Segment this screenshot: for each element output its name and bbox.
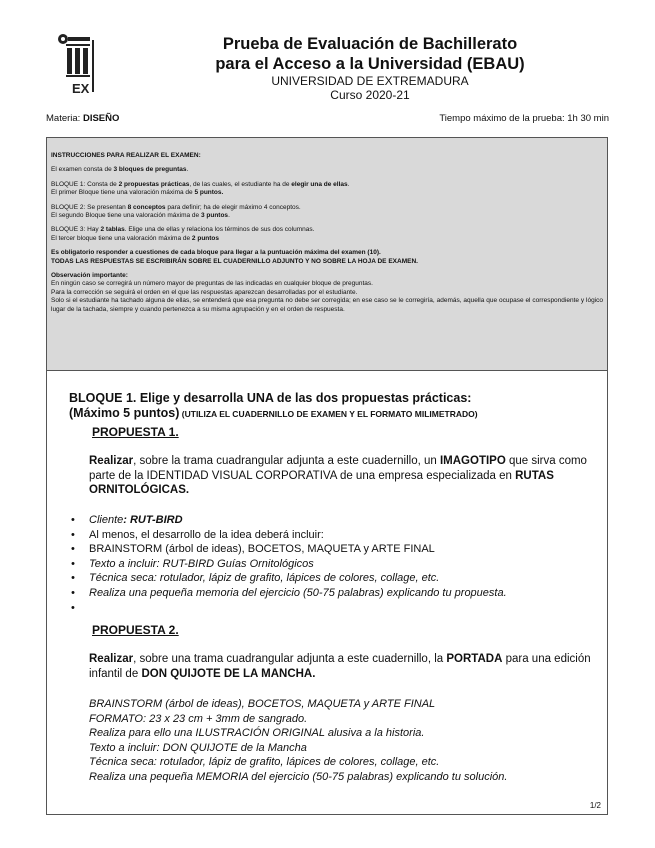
- propuesta2-title: PROPUESTA 2.: [92, 623, 179, 637]
- instructions-observation: Observación importante: En ningún caso se corregirá un número mayor de preguntas de las indicadas en cualquier bloque de preguntas. Para la corrección se seguirá el orden en el que las respuestas aparezcan desarrolladas por el estudiante. Solo si el estudiante ha tachado alguna de ellas, se entenderá que esa pregunta no debe ser corregida; en ese caso se le corregiría, además, aquella que ocupase el correspondiente y lógico lugar de la tachada, siempre y cuando pertenezca a su misma agrupación y en el orden de respuesta.: [51, 272, 603, 313]
- instructions-box: [46, 137, 608, 371]
- university-logo: [54, 30, 100, 100]
- svg-text:EX: EX: [72, 81, 90, 96]
- propuesta1-description: Realizar, sobre la trama cuadrangular adjunta a este cuadernillo, un IMAGOTIPO que sirva como parte de la IDENTIDAD VISUAL CORPORATIVA de una empresa especializada en RUTAS ORNITOLÓGICAS.: [89, 455, 587, 496]
- instructions-bloque1: BLOQUE 1: Consta de 2 propuestas prácticas, de las cuales, el estudiante ha de elegir una de ellas. El primer Bloque tiene una valoración máxima de 5 puntos.: [51, 180, 350, 197]
- list-item: • Técnica seca: rotulador, lápiz de grafito, lápices de colores, collage, etc.: [67, 571, 507, 586]
- exam-header: [150, 34, 590, 102]
- exam-time: Tiempo máximo de la prueba: 1h 30 min: [439, 113, 609, 124]
- exam-title-line2: para el Acceso a la Universidad (EBAU): [215, 55, 525, 73]
- instructions-bloque3: BLOQUE 3: Hay 2 tablas. Elige una de ellas y relaciona los términos de sus dos columnas. El tercer bloque tiene una valoración máxima de 2 puntos: [51, 226, 315, 242]
- course-year: Curso 2020-21: [330, 88, 410, 102]
- exam-title-line1: Prueba de Evaluación de Bachillerato: [222, 35, 518, 53]
- propuesta2-description: Realizar, sobre una trama cuadrangular adjunta a este cuadernillo, la PORTADA para una edición infantil de DON QUIJOTE DE LA MANCHA.: [89, 653, 591, 680]
- propuesta1-list: [67, 513, 507, 615]
- subject-value: DISEÑO: [82, 113, 120, 124]
- list-item: • Texto a incluir: RUT-BIRD Guías Ornitológicos: [67, 557, 507, 572]
- university-name: UNIVERSIDAD DE EXTREMADURA: [271, 74, 469, 88]
- page-number: 1/2: [589, 801, 601, 810]
- list-item: [67, 601, 507, 616]
- propuesta1-title: PROPUESTA 1.: [92, 425, 179, 439]
- instructions-intro: El examen consta de 3 bloques de preguntas.: [51, 166, 189, 174]
- list-item: • Al menos, el desarrollo de la idea deberá incluir:: [67, 528, 507, 543]
- instructions-mandatory: Es obligatorio responder a cuestiones de cada bloque para llegar a la puntuación máxima del examen (10). TODAS LAS RESPUESTAS SE ESCRIBIRÁN SOBRE EL CUADERNILLO ADJUNTO Y NO SOBRE LA HOJA DE EXAMEN.: [51, 249, 418, 265]
- list-item: • BRAINSTORM (árbol de ideas), BOCETOS, MAQUETA y ARTE FINAL: [67, 542, 507, 557]
- list-item: • Cliente: RUT-BIRD: [67, 513, 507, 528]
- list-item: • Realiza una pequeña memoria del ejercicio (50-75 palabras) explicando tu propuesta.: [67, 586, 507, 601]
- instructions-title: INSTRUCCIONES PARA REALIZAR EL EXAMEN:: [51, 152, 201, 159]
- bloque1-heading: BLOQUE 1. Elige y desarrolla UNA de las dos propuestas prácticas: (Máximo 5 puntos) (UTILIZA EL CUADERNILLO DE EXAMEN Y EL FORMATO MILIMETRADO): [69, 391, 478, 420]
- instructions-bloque2: BLOQUE 2: Se presentan 8 conceptos para definir; ha de elegir máximo 4 conceptos. El segundo Bloque tiene una valoración máxima de 3 puntos.: [51, 203, 301, 220]
- subject: Materia: DISEÑO: [46, 113, 120, 124]
- propuesta2-details: BRAINSTORM (árbol de ideas), BOCETOS, MAQUETA y ARTE FINAL FORMATO: 23 x 23 cm + 3mm de sangrado. Realiza para ello una ILUSTRACIÓN ORIGINAL alusiva a la historia. Texto a incluir: DON QUIJOTE de la Mancha Técnica seca: rotulador, lápiz de grafito, lápices de colores, collage, etc. Realiza una pequeña MEMORIA del ejercicio (50-75 palabras) explicando tu solución.: [89, 698, 508, 783]
- bloque1-box: [46, 371, 608, 815]
